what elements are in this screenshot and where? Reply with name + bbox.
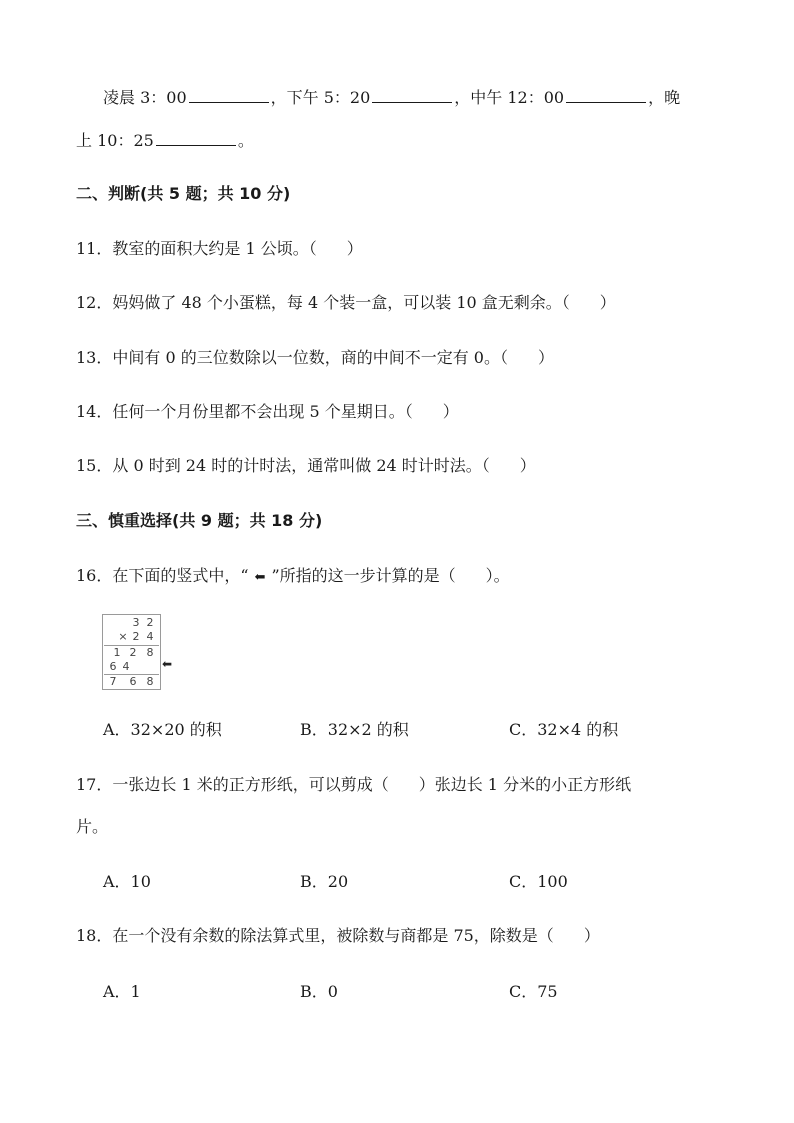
q18-option-b[interactable]: B．0: [300, 982, 338, 1001]
question-15-close: ）: [519, 456, 536, 475]
question-14: [76, 401, 459, 423]
q16-option-b[interactable]: B．32×2 的积: [300, 720, 409, 739]
question-13: [76, 347, 554, 369]
digit: 4: [146, 630, 154, 643]
q16-option-c[interactable]: C．32×4 的积: [509, 720, 619, 739]
digit: 2: [132, 630, 140, 643]
fill-text-3: ，中午 12：00: [454, 88, 565, 107]
question-16-text-before: 16．在下面的竖式中，“: [76, 566, 249, 585]
vertical-row-1: [103, 616, 160, 630]
question-12-close: ）: [599, 293, 616, 312]
vertical-row-2: [103, 630, 160, 644]
question-18: [76, 925, 600, 947]
question-18-text: 18．在一个没有余数的除法算式里，被除数与商都是 75，除数是（: [76, 926, 554, 945]
multiply-sign: ×: [118, 630, 128, 643]
q18-option-a[interactable]: A．1: [103, 982, 141, 1001]
digit: 3: [132, 616, 140, 629]
question-13-text: 13．中间有 0 的三位数除以一位数，商的中间不一定有 0。（: [76, 348, 508, 367]
q16-option-a[interactable]: A．32×20 的积: [103, 720, 222, 739]
fill-line-2: [76, 129, 254, 152]
question-11: [76, 238, 363, 260]
q18-option-c[interactable]: C．75: [509, 982, 558, 1001]
fill-text-5: 上 10：25: [76, 131, 154, 150]
q17-option-a[interactable]: A．10: [103, 872, 151, 891]
vertical-row-3: [103, 646, 160, 660]
digit: 2: [146, 616, 154, 629]
question-18-close: ）: [583, 926, 600, 945]
vertical-multiplication-figure: [102, 614, 161, 690]
question-17-text-a: 17．一张边长 1 米的正方形纸，可以剪成（: [76, 775, 389, 794]
answer-blank-4[interactable]: [156, 129, 236, 146]
question-12-text: 12．妈妈做了 48 个小蛋糕，每 4 个装一盒，可以装 10 盒无剩余。（: [76, 293, 570, 312]
digit: 7: [109, 675, 117, 688]
question-17-text-b: ）张边长 1 分米的小正方形纸: [418, 775, 632, 794]
digit: 6: [109, 660, 117, 673]
left-arrow-icon: ⬅: [254, 570, 266, 585]
answer-blank-3[interactable]: [566, 86, 646, 103]
fill-text-1: 凌晨 3：00: [103, 88, 187, 107]
question-14-close: ）: [442, 402, 459, 421]
question-12: [76, 292, 616, 314]
question-15: [76, 455, 536, 477]
q17-option-b[interactable]: B．20: [300, 872, 349, 891]
q17-option-c[interactable]: C．100: [509, 872, 568, 891]
digit: 8: [146, 646, 154, 659]
digit: 6: [129, 675, 137, 688]
question-13-close: ）: [537, 348, 554, 367]
question-17: [76, 774, 631, 796]
question-16: [76, 565, 510, 589]
pointer-arrow-icon: ⬅: [162, 657, 173, 671]
fill-text-6: 。: [237, 131, 254, 150]
question-11-text: 11．教室的面积大约是 1 公顷。（: [76, 239, 317, 258]
fill-text-4: ，晚: [648, 88, 681, 107]
digit: 4: [122, 660, 130, 673]
question-14-text: 14．任何一个月份里都不会出现 5 个星期日。（: [76, 402, 413, 421]
question-17-line-2: 片。: [76, 817, 109, 836]
digit: 2: [129, 646, 137, 659]
vertical-row-4: [103, 660, 160, 674]
question-11-close: ）: [346, 239, 363, 258]
question-16-close: ）。: [485, 566, 510, 585]
vertical-row-5: [103, 675, 160, 689]
section-3-title: 三、慎重选择(共 9 题；共 18 分): [76, 511, 323, 530]
section-2-title: 二、判断(共 5 题；共 10 分): [76, 184, 291, 203]
digit: 1: [113, 646, 121, 659]
fill-line-1: [103, 86, 680, 109]
question-16-text-after: ”所指的这一步计算的是（: [271, 566, 456, 585]
fill-text-2: ，下午 5：20: [270, 88, 371, 107]
digit: 8: [146, 675, 154, 688]
answer-blank-1[interactable]: [189, 86, 269, 103]
question-15-text: 15．从 0 时到 24 时的计时法，通常叫做 24 时计时法。（: [76, 456, 490, 475]
answer-blank-2[interactable]: [372, 86, 452, 103]
